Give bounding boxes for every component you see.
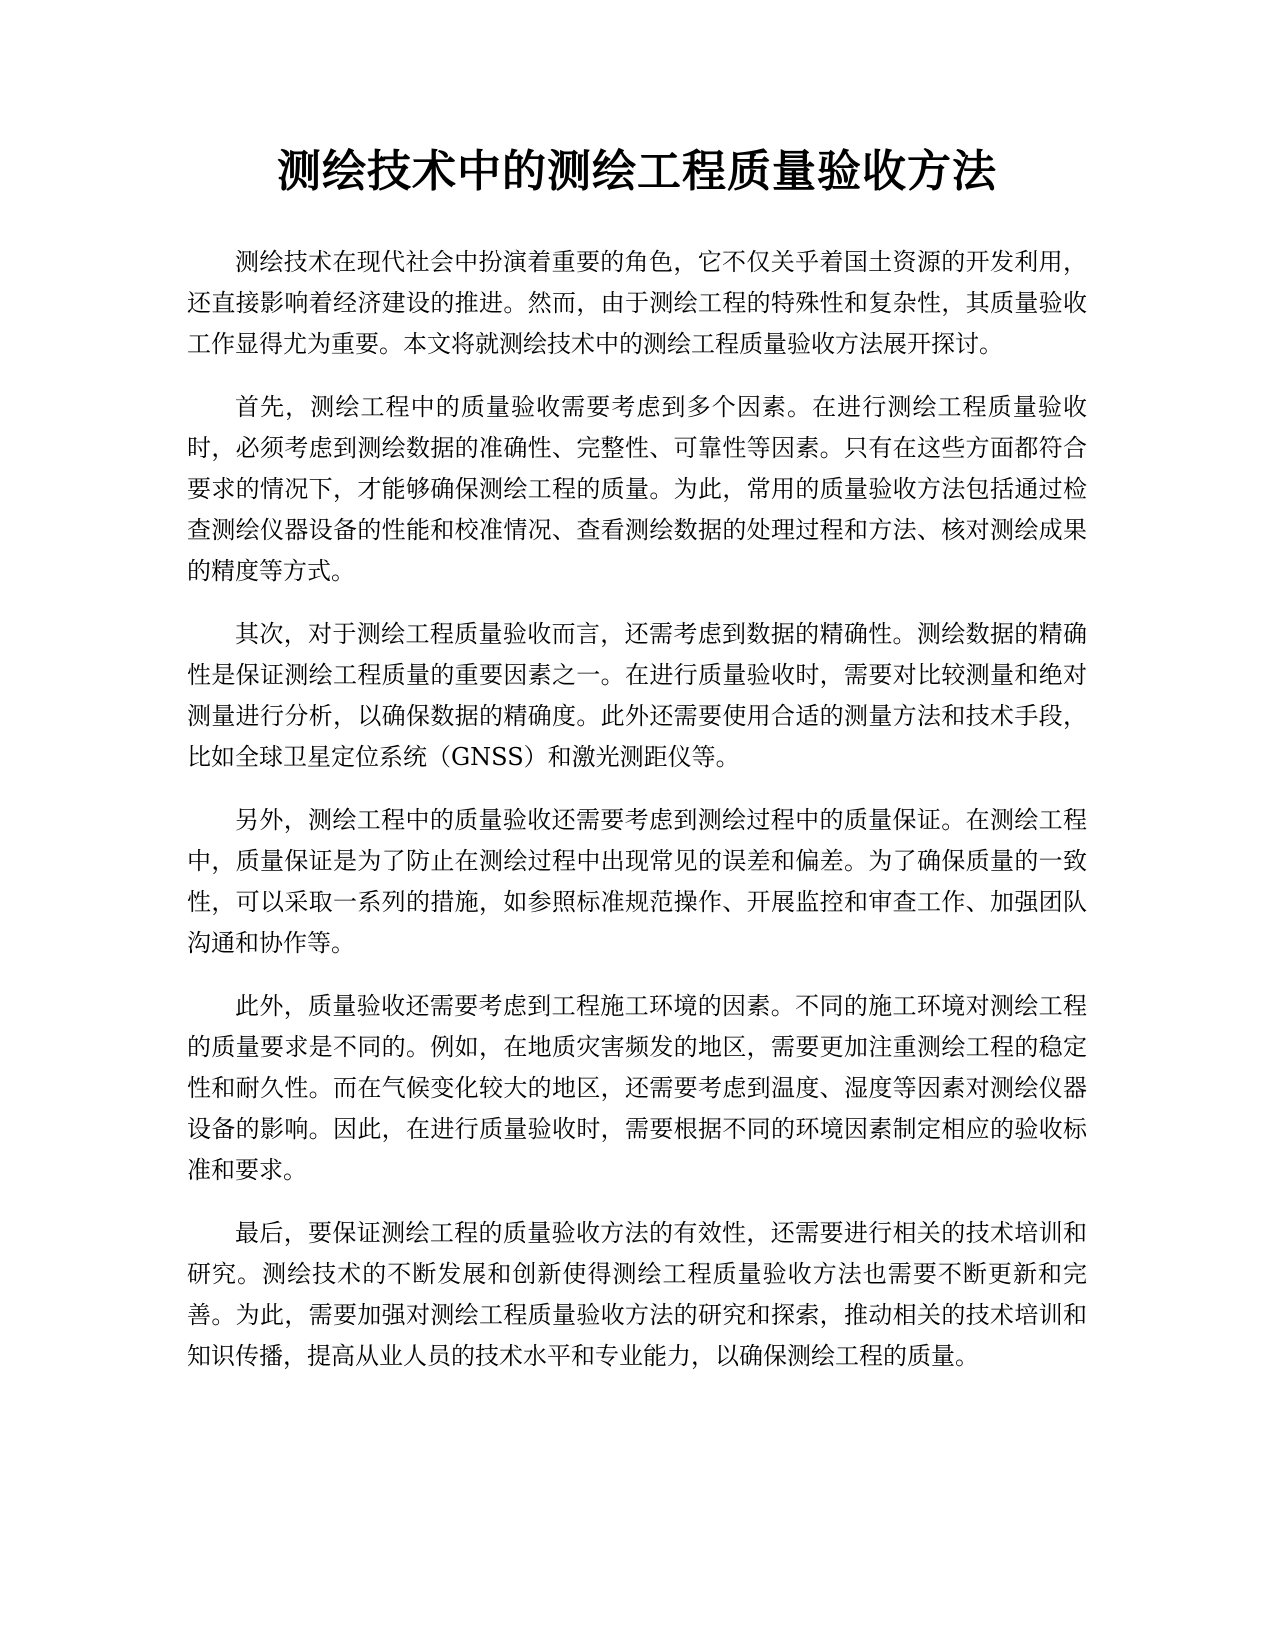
paragraph-second: 其次，对于测绘工程质量验收而言，还需考虑到数据的精确性。测绘数据的精确性是保证测绘工程质量的重要因素之一。在进行质量验收时，需要对比较测量和绝对测量进行分析，以确保数据的精确度。此外还需要使用合适的测量方法和技术手段，比如全球卫星定位系统（GNSS）和激光测距仪等。 bbox=[187, 620, 1087, 771]
document-page bbox=[187, 140, 1087, 1399]
paragraph-intro: 测绘技术在现代社会中扮演着重要的角色，它不仅关乎着国土资源的开发利用，还直接影响着经济建设的推进。然而，由于测绘工程的特殊性和复杂性，其质量验收工作显得尤为重要。本文将就测绘技术中的测绘工程质量验收方法展开探讨。 bbox=[187, 248, 1087, 358]
document-title: 测绘技术中的测绘工程质量验收方法 bbox=[277, 146, 997, 197]
paragraph-additionally: 另外，测绘工程中的质量验收还需要考虑到测绘过程中的质量保证。在测绘工程中，质量保证是为了防止在测绘过程中出现常见的误差和偏差。为了确保质量的一致性，可以采取一系列的措施，如参照标准规范操作、开展监控和审查工作、加强团队沟通和协作等。 bbox=[187, 806, 1087, 957]
paragraph-finally: 最后，要保证测绘工程的质量验收方法的有效性，还需要进行相关的技术培训和研究。测绘技术的不断发展和创新使得测绘工程质量验收方法也需要不断更新和完善。为此，需要加强对测绘工程质量验收方法的研究和探索，推动相关的技术培训和知识传播，提高从业人员的技术水平和专业能力，以确保测绘工程的质量。 bbox=[187, 1219, 1087, 1370]
paragraph-furthermore: 此外，质量验收还需要考虑到工程施工环境的因素。不同的施工环境对测绘工程的质量要求是不同的。例如，在地质灾害频发的地区，需要更加注重测绘工程的稳定性和耐久性。而在气候变化较大的地区，还需要考虑到温度、湿度等因素对测绘仪器设备的影响。因此，在进行质量验收时，需要根据不同的环境因素制定相应的验收标准和要求。 bbox=[187, 992, 1087, 1184]
paragraph-first: 首先，测绘工程中的质量验收需要考虑到多个因素。在进行测绘工程质量验收时，必须考虑到测绘数据的准确性、完整性、可靠性等因素。只有在这些方面都符合要求的情况下，才能够确保测绘工程的质量。为此，常用的质量验收方法包括通过检查测绘仪器设备的性能和校准情况、查看测绘数据的处理过程和方法、核对测绘成果的精度等方式。 bbox=[187, 393, 1087, 585]
